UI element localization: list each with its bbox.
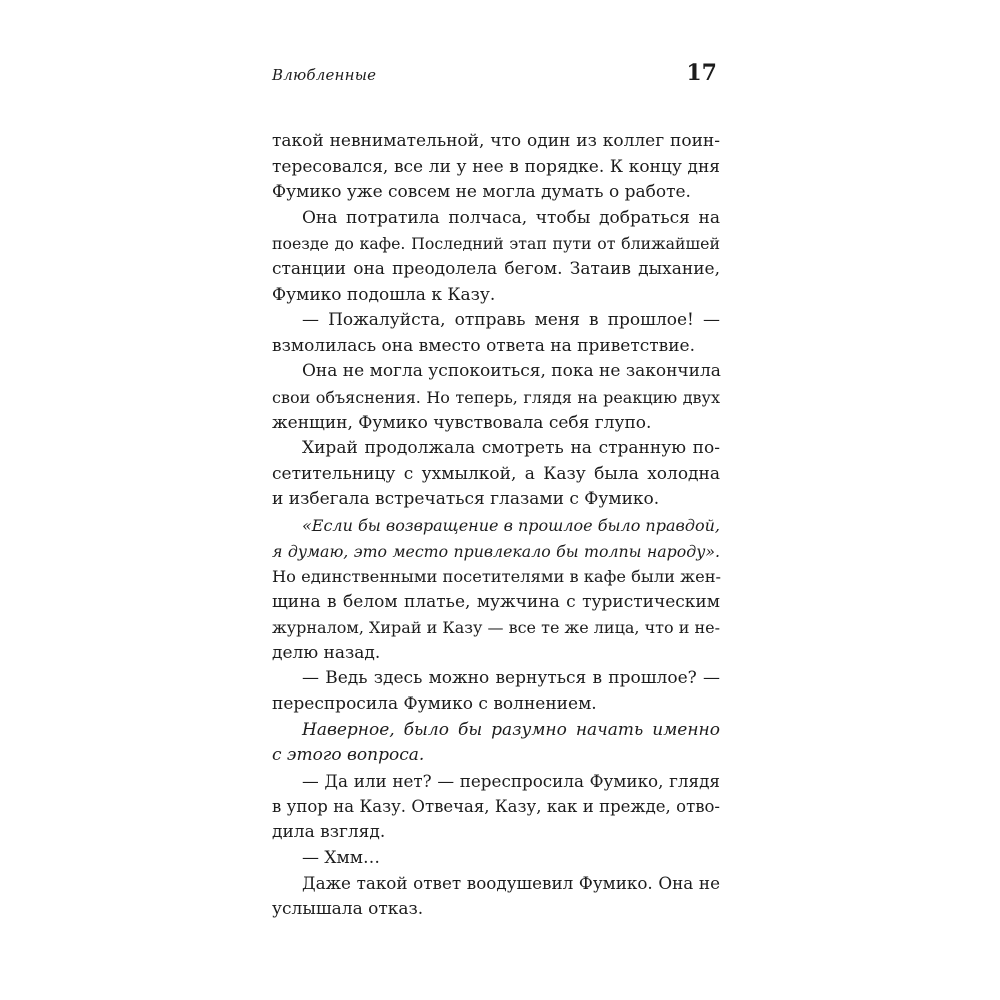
text-line: Наверное, было бы разумно начать именно: [302, 719, 720, 740]
running-head: [272, 60, 720, 100]
text-line: Она не могла успокоиться, пока не закончила: [302, 361, 721, 382]
text-line: Но единственными посетителями в кафе были жен-: [272, 567, 722, 587]
text-line: Она потратила полчаса, чтобы добраться на: [302, 207, 720, 228]
text-line: свои объяснения. Но теперь, глядя на реакцию двух: [272, 387, 720, 407]
text-line: такой невнимательной, что один из коллег поин-: [272, 131, 720, 151]
text-line: с этого вопроса.: [272, 745, 425, 766]
text-line: тересовался, все ли у нее в порядке. К концу дня: [272, 156, 720, 177]
text-line: взмолилась она вместо ответа на приветствие.: [272, 335, 696, 356]
book-page: [272, 60, 722, 919]
text-line: щина в белом платье, мужчина с туристическим: [272, 591, 720, 612]
text-line: — Пожалуйста, отправь меня в прошлое! —: [302, 310, 720, 331]
text-line: Даже такой ответ воодушевил Фумико. Она не: [302, 873, 720, 894]
text-line: поезде до кафе. Последний этап пути от ближайшей: [272, 234, 720, 254]
text-line: я думаю, это место привлекало бы толпы народу».: [272, 541, 720, 561]
text-line: станции она преодолела бегом. Затаив дыхание,: [272, 258, 720, 279]
text-line: сетительницу с ухмылкой, а Казу была холодна: [272, 463, 720, 484]
text-line: — Ведь здесь можно вернуться в прошлое? —: [302, 668, 720, 689]
text-line: Фумико уже совсем не могла думать о работе.: [272, 182, 691, 203]
text-line: Хирай продолжала смотреть на странную по-: [302, 438, 720, 459]
text-line: в упор на Казу. Отвечая, Казу, как и прежде, отво-: [272, 797, 720, 817]
text-line: женщин, Фумико чувствовала себя глупо.: [272, 412, 652, 433]
text-line: делю назад.: [272, 642, 381, 663]
text-line: дила взгляд.: [272, 822, 386, 843]
text-line: — Хмм…: [302, 847, 380, 868]
chapter-title: Влюбленные: [272, 66, 377, 84]
text-line: услышала отказ.: [272, 898, 424, 919]
page-number: 17: [686, 60, 717, 86]
text-line: журналом, Хирай и Казу — все те же лица, что и не-: [272, 618, 721, 638]
text-line: — Да или нет? — переспросила Фумико, глядя: [302, 770, 720, 791]
text-line: Фумико подошла к Казу.: [272, 284, 496, 305]
text-line: переспросила Фумико с волнением.: [272, 694, 597, 715]
text-line: и избегала встречаться глазами с Фумико.: [272, 489, 660, 510]
body-text: [272, 129, 720, 922]
text-line: «Если бы возвращение в прошлое было правдой,: [302, 515, 720, 535]
